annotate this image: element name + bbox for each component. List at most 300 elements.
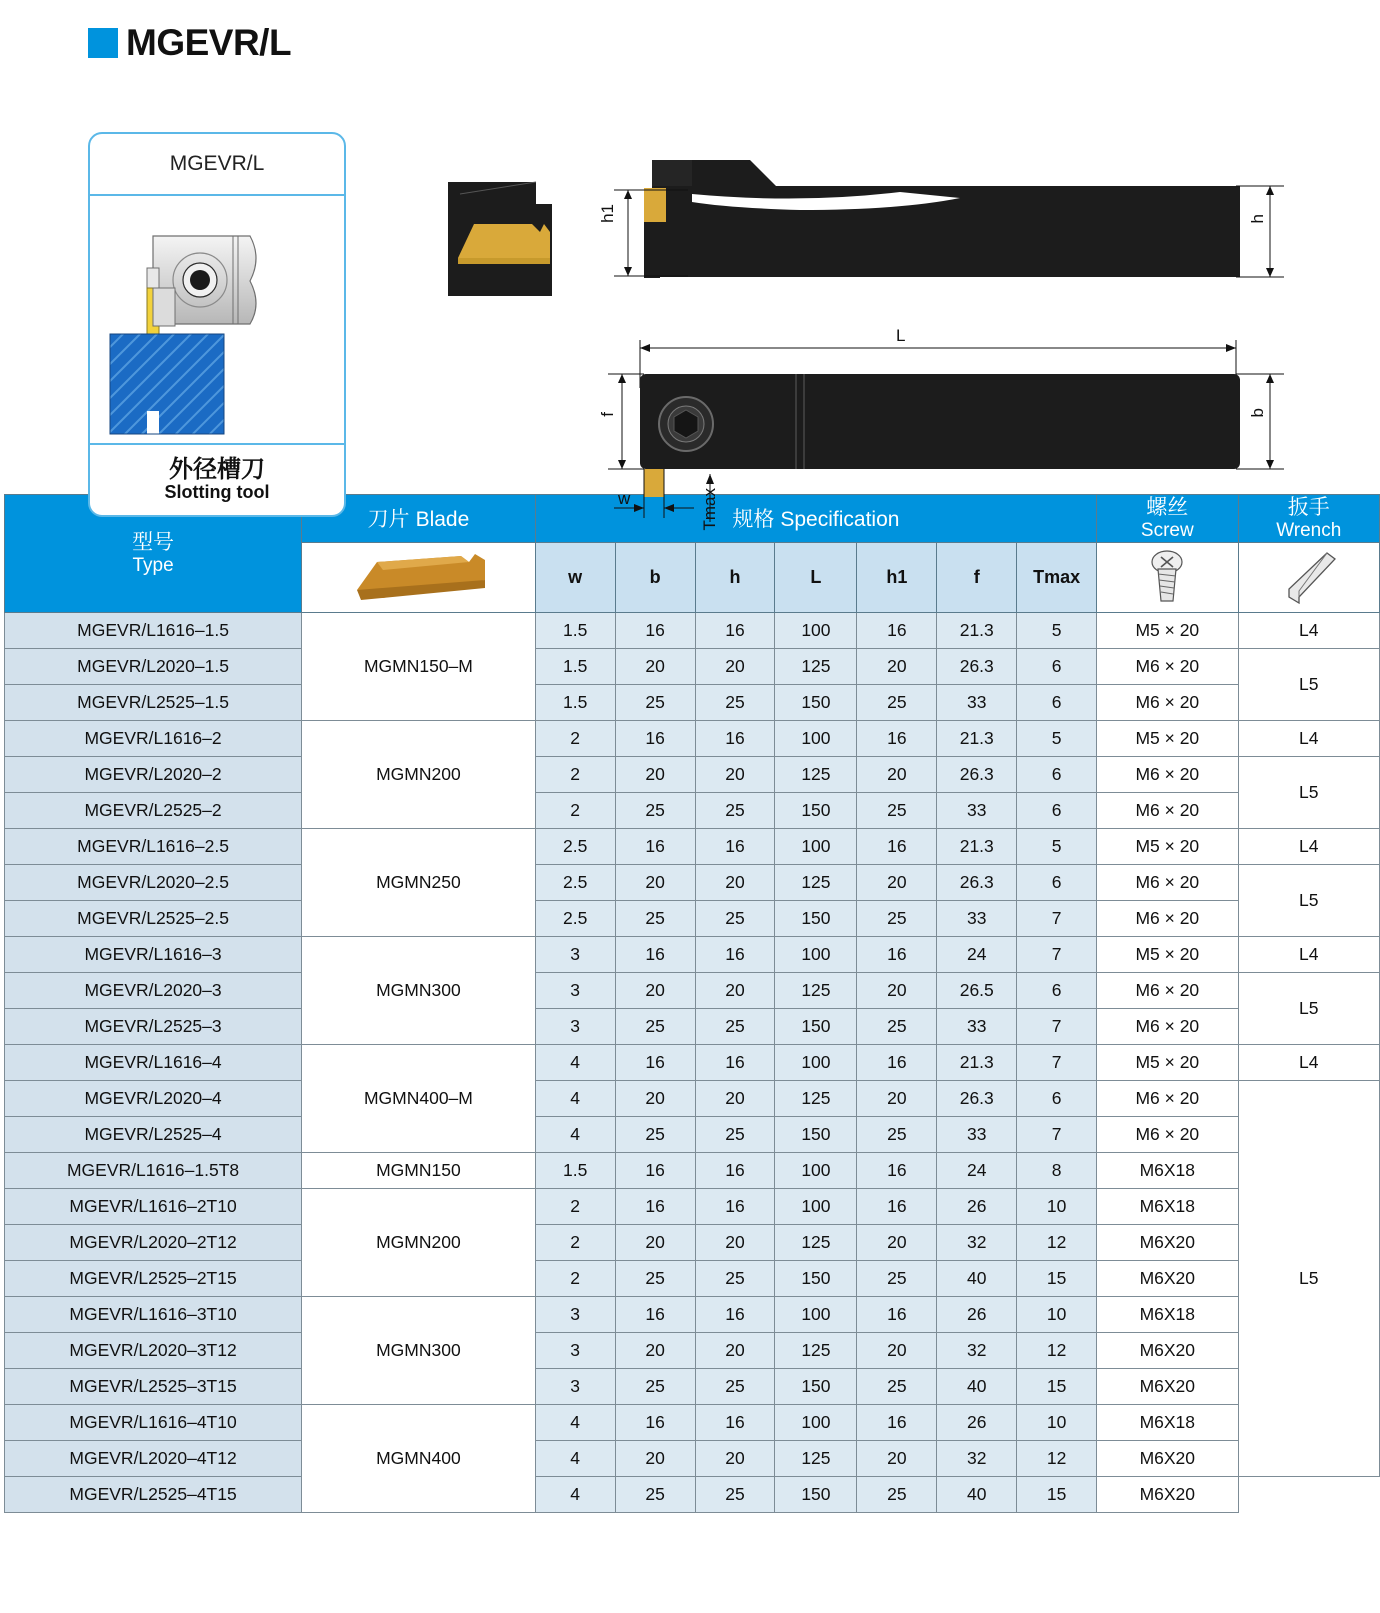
cell-w: 1.5	[535, 1152, 615, 1188]
table-row	[5, 1404, 1380, 1440]
cell-type: MGEVR/L2020–2.5	[5, 864, 302, 900]
cell-f: 32	[937, 1224, 1017, 1260]
cell-screw: M6 × 20	[1097, 900, 1238, 936]
cell-screw: M6 × 20	[1097, 864, 1238, 900]
cell-tmax: 6	[1017, 972, 1097, 1008]
cell-tmax: 7	[1017, 936, 1097, 972]
table-row	[5, 684, 1380, 720]
table-row	[5, 612, 1380, 648]
dim-label-f: f	[598, 412, 617, 417]
cell-type: MGEVR/L1616–1.5	[5, 612, 302, 648]
cell-blade: MGMN300	[302, 1296, 536, 1404]
cell-wrench: L4	[1238, 720, 1380, 756]
cell-tmax: 15	[1017, 1476, 1097, 1512]
header-screw: 螺丝 Screw	[1097, 495, 1238, 543]
cell-tmax: 7	[1017, 1044, 1097, 1080]
table-row	[5, 720, 1380, 756]
cell-w: 3	[535, 936, 615, 972]
cell-b: 16	[615, 828, 695, 864]
cell-w: 2	[535, 756, 615, 792]
cell-w: 4	[535, 1404, 615, 1440]
table-row	[5, 864, 1380, 900]
cell-screw: M6 × 20	[1097, 684, 1238, 720]
cell-wrench: L4	[1238, 1044, 1380, 1080]
table-row	[5, 1296, 1380, 1332]
cell-b: 16	[615, 1188, 695, 1224]
cell-b: 20	[615, 1224, 695, 1260]
cell-wrench: L5	[1238, 864, 1380, 936]
cell-L: 150	[775, 1368, 857, 1404]
cell-b: 25	[615, 1260, 695, 1296]
cell-h: 16	[695, 936, 775, 972]
cell-w: 4	[535, 1116, 615, 1152]
cell-h: 20	[695, 648, 775, 684]
cell-tmax: 5	[1017, 828, 1097, 864]
cell-tmax: 12	[1017, 1332, 1097, 1368]
cell-screw: M5 × 20	[1097, 612, 1238, 648]
cell-L: 150	[775, 1008, 857, 1044]
cell-L: 100	[775, 612, 857, 648]
cell-b: 20	[615, 756, 695, 792]
blade-insert-icon	[302, 542, 536, 612]
cell-screw: M6 × 20	[1097, 972, 1238, 1008]
cell-f: 26	[937, 1296, 1017, 1332]
cell-h: 20	[695, 972, 775, 1008]
cell-f: 24	[937, 1152, 1017, 1188]
cell-type: MGEVR/L1616–4T10	[5, 1404, 302, 1440]
cell-tmax: 7	[1017, 900, 1097, 936]
cell-wrench: L5	[1238, 972, 1380, 1044]
cell-f: 33	[937, 1116, 1017, 1152]
cell-blade: MGMN300	[302, 936, 536, 1044]
cell-h: 25	[695, 1116, 775, 1152]
cell-h: 25	[695, 684, 775, 720]
cell-h1: 16	[857, 1188, 937, 1224]
subheader-b: b	[615, 542, 695, 612]
cell-w: 1.5	[535, 612, 615, 648]
cell-h: 25	[695, 1476, 775, 1512]
cell-tmax: 5	[1017, 720, 1097, 756]
cell-w: 4	[535, 1080, 615, 1116]
cell-blade: MGMN150	[302, 1152, 536, 1188]
table-row	[5, 900, 1380, 936]
cell-h1: 25	[857, 684, 937, 720]
cell-screw: M6X18	[1097, 1296, 1238, 1332]
cell-f: 26	[937, 1188, 1017, 1224]
cell-h1: 25	[857, 1368, 937, 1404]
caption-chinese: 外径槽刀	[169, 456, 265, 484]
cell-L: 100	[775, 1044, 857, 1080]
cell-tmax: 6	[1017, 792, 1097, 828]
cell-L: 125	[775, 648, 857, 684]
cell-L: 125	[775, 756, 857, 792]
cell-h: 20	[695, 1440, 775, 1476]
cell-h: 16	[695, 1152, 775, 1188]
table-body	[5, 612, 1380, 1512]
cell-h: 20	[695, 864, 775, 900]
subheader-w: w	[535, 542, 615, 612]
cell-type: MGEVR/L2020–1.5	[5, 648, 302, 684]
cell-h: 20	[695, 1332, 775, 1368]
cell-L: 125	[775, 1224, 857, 1260]
cell-b: 16	[615, 720, 695, 756]
cell-screw: M6 × 20	[1097, 1116, 1238, 1152]
cell-h: 16	[695, 1404, 775, 1440]
cell-h1: 16	[857, 1296, 937, 1332]
header-type: 型号 Type	[5, 495, 302, 613]
cell-h: 20	[695, 1224, 775, 1260]
header-blade: 刀片 Blade	[302, 495, 536, 543]
specification-table-wrapper	[0, 494, 1380, 1513]
cell-w: 3	[535, 972, 615, 1008]
cell-w: 3	[535, 1296, 615, 1332]
table-row	[5, 1080, 1380, 1116]
cell-w: 4	[535, 1476, 615, 1512]
subheader-tmax: Tmax	[1017, 542, 1097, 612]
cell-blade: MGMN200	[302, 720, 536, 828]
table-row	[5, 756, 1380, 792]
cell-L: 125	[775, 1440, 857, 1476]
cell-h: 25	[695, 1260, 775, 1296]
cell-h1: 20	[857, 1332, 937, 1368]
cell-w: 2	[535, 1260, 615, 1296]
cell-f: 33	[937, 792, 1017, 828]
cell-screw: M6 × 20	[1097, 756, 1238, 792]
cell-screw: M6X20	[1097, 1224, 1238, 1260]
cell-screw: M5 × 20	[1097, 1044, 1238, 1080]
cell-f: 40	[937, 1260, 1017, 1296]
table-row	[5, 1044, 1380, 1080]
cell-screw: M5 × 20	[1097, 936, 1238, 972]
cell-h1: 20	[857, 756, 937, 792]
cell-type: MGEVR/L1616–4	[5, 1044, 302, 1080]
cell-screw: M6X20	[1097, 1260, 1238, 1296]
cell-type: MGEVR/L2020–3	[5, 972, 302, 1008]
table-row	[5, 1476, 1380, 1512]
cell-tmax: 12	[1017, 1440, 1097, 1476]
dim-label-h: h	[1248, 214, 1267, 224]
cell-screw: M6X20	[1097, 1476, 1238, 1512]
cell-L: 125	[775, 1332, 857, 1368]
cell-wrench: L5	[1238, 756, 1380, 828]
cell-type: MGEVR/L1616–1.5T8	[5, 1152, 302, 1188]
cell-wrench: L4	[1238, 828, 1380, 864]
cell-L: 100	[775, 720, 857, 756]
cell-type: MGEVR/L2525–2T15	[5, 1260, 302, 1296]
cell-h: 25	[695, 792, 775, 828]
cell-f: 33	[937, 900, 1017, 936]
cell-b: 25	[615, 900, 695, 936]
cell-blade: MGMN250	[302, 828, 536, 936]
cell-w: 3	[535, 1008, 615, 1044]
cell-L: 150	[775, 1476, 857, 1512]
cell-b: 25	[615, 1368, 695, 1404]
cell-b: 16	[615, 1152, 695, 1188]
cell-h1: 20	[857, 1440, 937, 1476]
cell-b: 25	[615, 792, 695, 828]
cell-wrench: L5	[1238, 1080, 1380, 1476]
subheader-h1: h1	[857, 542, 937, 612]
cell-w: 4	[535, 1440, 615, 1476]
table-row	[5, 1332, 1380, 1368]
cell-h1: 16	[857, 828, 937, 864]
cell-tmax: 8	[1017, 1152, 1097, 1188]
cell-b: 20	[615, 1440, 695, 1476]
cell-screw: M6X18	[1097, 1188, 1238, 1224]
page-title-row	[0, 0, 1380, 64]
table-row	[5, 1368, 1380, 1404]
cell-h1: 25	[857, 1008, 937, 1044]
cell-h1: 16	[857, 720, 937, 756]
cell-type: MGEVR/L2020–3T12	[5, 1332, 302, 1368]
cell-h1: 25	[857, 1260, 937, 1296]
cell-type: MGEVR/L1616–3T10	[5, 1296, 302, 1332]
product-card-title: MGEVR/L	[90, 134, 344, 196]
cell-h: 25	[695, 900, 775, 936]
cell-tmax: 10	[1017, 1188, 1097, 1224]
cell-screw: M6X20	[1097, 1368, 1238, 1404]
cell-w: 3	[535, 1368, 615, 1404]
cell-tmax: 7	[1017, 1008, 1097, 1044]
cell-type: MGEVR/L1616–2	[5, 720, 302, 756]
table-row	[5, 648, 1380, 684]
cell-screw: M6X18	[1097, 1152, 1238, 1188]
cell-f: 21.3	[937, 1044, 1017, 1080]
cell-type: MGEVR/L1616–3	[5, 936, 302, 972]
cell-tmax: 15	[1017, 1368, 1097, 1404]
cell-L: 150	[775, 684, 857, 720]
dim-label-b: b	[1248, 408, 1267, 418]
cell-type: MGEVR/L2525–3	[5, 1008, 302, 1044]
cell-h1: 20	[857, 648, 937, 684]
cell-tmax: 7	[1017, 1116, 1097, 1152]
product-card-illustration	[90, 196, 344, 443]
allen-key-icon	[1238, 542, 1380, 612]
cell-h1: 16	[857, 936, 937, 972]
specification-table	[4, 494, 1380, 1513]
table-row	[5, 828, 1380, 864]
cell-h: 16	[695, 720, 775, 756]
table-row	[5, 792, 1380, 828]
cell-tmax: 6	[1017, 648, 1097, 684]
subheader-L: L	[775, 542, 857, 612]
cell-f: 33	[937, 1008, 1017, 1044]
cell-wrench: L4	[1238, 612, 1380, 648]
cell-f: 26.3	[937, 756, 1017, 792]
cell-h: 25	[695, 1368, 775, 1404]
cell-L: 100	[775, 1152, 857, 1188]
cell-b: 20	[615, 648, 695, 684]
cell-L: 100	[775, 936, 857, 972]
cell-h: 16	[695, 828, 775, 864]
cell-L: 100	[775, 1404, 857, 1440]
cell-wrench: L4	[1238, 936, 1380, 972]
dim-label-tmax: Tmax	[700, 488, 719, 531]
cell-b: 16	[615, 1296, 695, 1332]
table-row	[5, 1224, 1380, 1260]
cell-f: 32	[937, 1440, 1017, 1476]
cell-b: 16	[615, 1404, 695, 1440]
cell-L: 125	[775, 1080, 857, 1116]
cell-w: 1.5	[535, 648, 615, 684]
cell-f: 21.3	[937, 720, 1017, 756]
cell-type: MGEVR/L2020–4	[5, 1080, 302, 1116]
cell-tmax: 6	[1017, 756, 1097, 792]
dim-label-w: w	[618, 489, 631, 508]
cell-f: 40	[937, 1368, 1017, 1404]
cell-h: 16	[695, 1044, 775, 1080]
cell-b: 16	[615, 612, 695, 648]
cell-w: 2.5	[535, 900, 615, 936]
cell-h1: 25	[857, 1116, 937, 1152]
cell-w: 2.5	[535, 828, 615, 864]
side-view-drawing	[600, 152, 1300, 322]
cell-w: 3	[535, 1332, 615, 1368]
cell-screw: M5 × 20	[1097, 828, 1238, 864]
cell-type: MGEVR/L2525–3T15	[5, 1368, 302, 1404]
cell-screw: M6 × 20	[1097, 648, 1238, 684]
cell-type: MGEVR/L1616–2.5	[5, 828, 302, 864]
cell-tmax: 6	[1017, 864, 1097, 900]
caption-english: Slotting tool	[164, 482, 270, 503]
cell-blade: MGMN400–M	[302, 1044, 536, 1152]
cell-h1: 25	[857, 792, 937, 828]
cell-w: 2	[535, 1224, 615, 1260]
cell-L: 100	[775, 1296, 857, 1332]
screw-icon	[1097, 542, 1238, 612]
product-card	[88, 132, 346, 517]
cell-h: 20	[695, 756, 775, 792]
cell-h: 16	[695, 1296, 775, 1332]
cell-f: 26.5	[937, 972, 1017, 1008]
cell-type: MGEVR/L2020–2	[5, 756, 302, 792]
header-specification: 规格 Specification	[535, 495, 1096, 543]
cell-L: 125	[775, 864, 857, 900]
cell-screw: M6X18	[1097, 1404, 1238, 1440]
cell-blade: MGMN150–M	[302, 612, 536, 720]
cell-h: 20	[695, 1080, 775, 1116]
cell-L: 125	[775, 972, 857, 1008]
cell-screw: M6 × 20	[1097, 1080, 1238, 1116]
cell-b: 20	[615, 1332, 695, 1368]
cell-tmax: 6	[1017, 1080, 1097, 1116]
cell-h1: 20	[857, 864, 937, 900]
table-row	[5, 1440, 1380, 1476]
cell-L: 150	[775, 1260, 857, 1296]
cell-f: 40	[937, 1476, 1017, 1512]
table-row	[5, 972, 1380, 1008]
cell-h1: 25	[857, 900, 937, 936]
table-row	[5, 1116, 1380, 1152]
cell-f: 21.3	[937, 612, 1017, 648]
cell-f: 26.3	[937, 864, 1017, 900]
cell-h1: 16	[857, 1044, 937, 1080]
product-card-caption	[90, 443, 344, 515]
cell-f: 26	[937, 1404, 1017, 1440]
table-row	[5, 1008, 1380, 1044]
cell-type: MGEVR/L2020–2T12	[5, 1224, 302, 1260]
table-row	[5, 1152, 1380, 1188]
header-wrench: 扳手 Wrench	[1238, 495, 1380, 543]
cell-L: 150	[775, 900, 857, 936]
cell-h1: 16	[857, 1152, 937, 1188]
cell-w: 2	[535, 792, 615, 828]
cell-f: 26.3	[937, 1080, 1017, 1116]
page-title: MGEVR/L	[126, 22, 292, 63]
cell-b: 20	[615, 864, 695, 900]
cell-f: 32	[937, 1332, 1017, 1368]
subheader-f: f	[937, 542, 1017, 612]
cell-b: 16	[615, 936, 695, 972]
cell-b: 25	[615, 684, 695, 720]
cell-tmax: 10	[1017, 1404, 1097, 1440]
cell-screw: M6X20	[1097, 1440, 1238, 1476]
cell-w: 2	[535, 720, 615, 756]
cell-h1: 20	[857, 1224, 937, 1260]
cell-type: MGEVR/L2525–1.5	[5, 684, 302, 720]
cell-type: MGEVR/L2525–2	[5, 792, 302, 828]
cell-h: 16	[695, 1188, 775, 1224]
cell-tmax: 10	[1017, 1296, 1097, 1332]
cell-screw: M6 × 20	[1097, 1008, 1238, 1044]
table-row	[5, 936, 1380, 972]
subheader-h: h	[695, 542, 775, 612]
cell-f: 26.3	[937, 648, 1017, 684]
table-row	[5, 1260, 1380, 1296]
cell-L: 100	[775, 1188, 857, 1224]
cell-tmax: 5	[1017, 612, 1097, 648]
cell-w: 1.5	[535, 684, 615, 720]
cell-b: 25	[615, 1476, 695, 1512]
title-bullet-icon	[88, 28, 118, 58]
cell-type: MGEVR/L1616–2T10	[5, 1188, 302, 1224]
cell-blade: MGMN200	[302, 1188, 536, 1296]
cell-screw: M6 × 20	[1097, 792, 1238, 828]
cell-b: 16	[615, 1044, 695, 1080]
cell-tmax: 12	[1017, 1224, 1097, 1260]
cell-blade: MGMN400	[302, 1404, 536, 1512]
cell-f: 33	[937, 684, 1017, 720]
dim-label-L: L	[896, 326, 906, 345]
cell-screw: M6X20	[1097, 1332, 1238, 1368]
cell-tmax: 6	[1017, 684, 1097, 720]
cell-L: 100	[775, 828, 857, 864]
cell-b: 25	[615, 1008, 695, 1044]
cell-tmax: 15	[1017, 1260, 1097, 1296]
cell-type: MGEVR/L2525–4	[5, 1116, 302, 1152]
cell-type: MGEVR/L2020–4T12	[5, 1440, 302, 1476]
cell-h: 25	[695, 1008, 775, 1044]
cell-w: 4	[535, 1044, 615, 1080]
cell-b: 20	[615, 972, 695, 1008]
insert-detail-view	[440, 174, 580, 304]
dim-label-h1: h1	[598, 204, 617, 223]
cell-h: 16	[695, 612, 775, 648]
cell-type: MGEVR/L2525–4T15	[5, 1476, 302, 1512]
cell-w: 2	[535, 1188, 615, 1224]
cell-L: 150	[775, 1116, 857, 1152]
table-row	[5, 1188, 1380, 1224]
cell-b: 25	[615, 1116, 695, 1152]
cell-w: 2.5	[535, 864, 615, 900]
cell-h1: 16	[857, 612, 937, 648]
cell-f: 24	[937, 936, 1017, 972]
cell-L: 150	[775, 792, 857, 828]
cell-h1: 20	[857, 972, 937, 1008]
cell-f: 21.3	[937, 828, 1017, 864]
cell-screw: M5 × 20	[1097, 720, 1238, 756]
top-view-drawing	[598, 326, 1300, 531]
